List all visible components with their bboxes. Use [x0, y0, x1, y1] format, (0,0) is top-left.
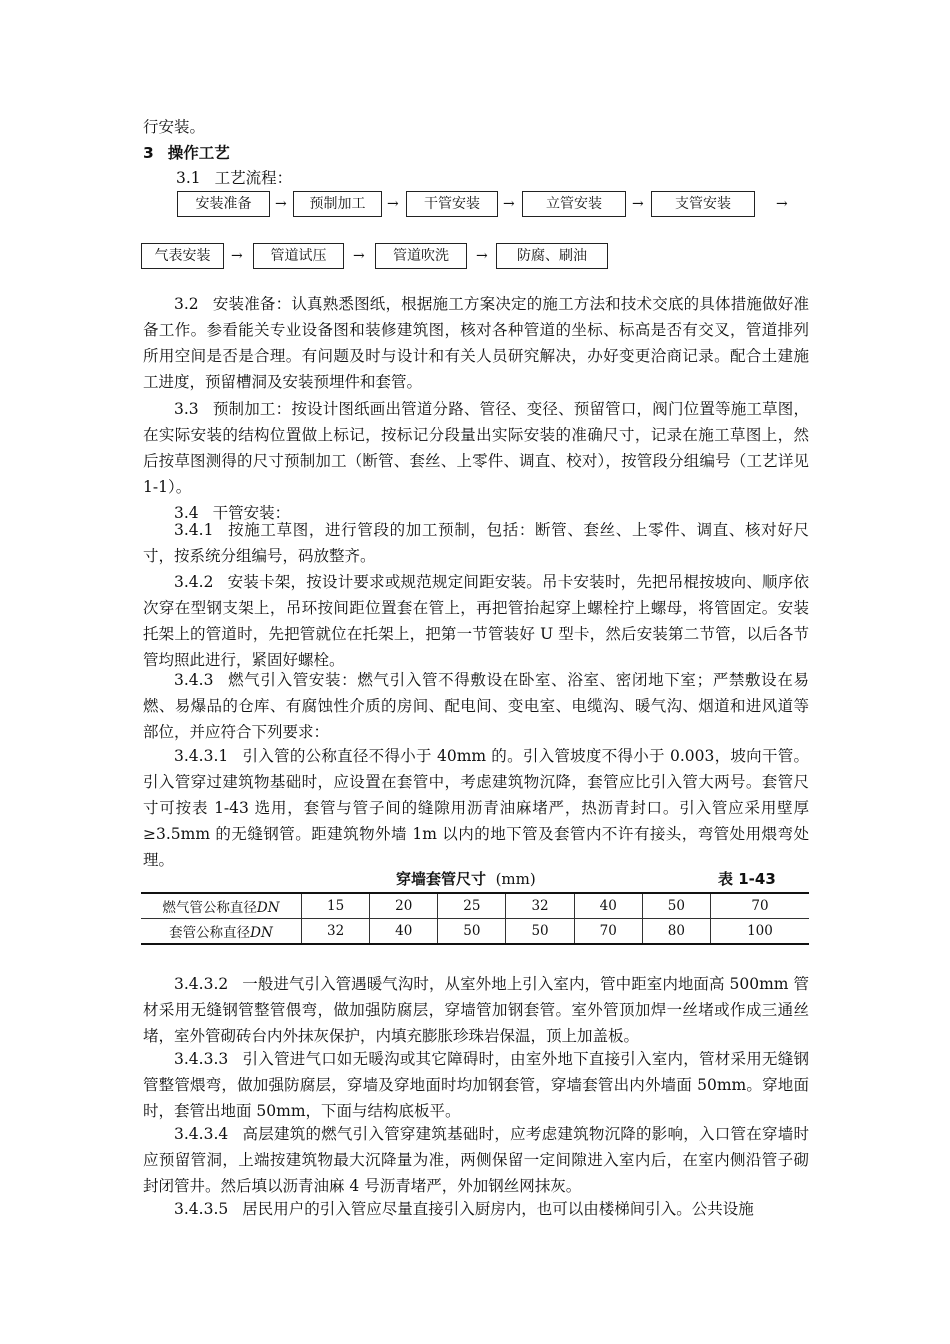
table-cell: 50 — [642, 893, 710, 919]
table-cell: 80 — [642, 919, 710, 945]
flow-arrow: → — [503, 196, 515, 212]
flow-arrow: → — [476, 248, 488, 264]
flow-arrow: → — [387, 196, 399, 212]
flow-step: 防腐、刷油 — [496, 243, 608, 269]
intro-line: 行安装。 — [143, 118, 206, 136]
flow-step: 管道试压 — [253, 243, 344, 269]
paragraph: 3.4.3.3 引入管进气口如无暖沟或其它障碍时，由室外地下直接引入室内，管材采用无缝钢管整管煨弯，做加强防腐层，穿墙及穿地面时均加钢套管，穿墙套管出内外墙面 50mm。穿地面时，套管出地面 50mm，下面与结构底板平。 — [143, 1050, 809, 1121]
flow-step: 气表安装 — [141, 243, 224, 269]
section-number: 3 — [143, 144, 154, 162]
flow-step: 管道吹洗 — [375, 243, 467, 269]
table-title: 穿墙套管尺寸 (mm) — [396, 870, 536, 888]
flow-step: 立管安装 — [522, 191, 626, 217]
paragraph: 3.4.3.1 引入管的公称直径不得小于 40mm 的。引入管坡度不得小于 0.003，坡向干管。引入管穿过建筑物基础时，应设置在套管中，考虑建筑物沉降，套管应比引入管大两号。套管尺寸可按表 1-43 选用，套管与管子间的缝隙用沥青油麻堵严，热沥青封口。引入管应采用壁厚≥3.5mm 的无缝钢管。距建筑物外墙 1m 以内的地下管及套管内不许有接头，弯管处用煨弯处理。 — [143, 747, 809, 870]
table-cell: 70 — [574, 919, 642, 945]
table-cell: 20 — [370, 893, 438, 919]
flow-arrow: → — [353, 248, 365, 264]
table-cell: 50 — [506, 919, 574, 945]
table-cell: 100 — [710, 919, 809, 945]
flow-step: 安装准备 — [177, 191, 270, 217]
table-cell: 70 — [710, 893, 809, 919]
section-title: 操作工艺 — [167, 144, 230, 162]
paragraph: 3.4.3.5 居民用户的引入管应尽量直接引入厨房内，也可以由楼梯间引入。公共设施 — [174, 1200, 754, 1218]
sleeve-size-table — [141, 892, 809, 945]
table-number: 表 1-43 — [718, 870, 776, 888]
flow-arrow: → — [632, 196, 644, 212]
flow-step: 预制加工 — [293, 191, 382, 217]
table-cell: 15 — [302, 893, 370, 919]
flow-arrow: → — [275, 196, 287, 212]
paragraph: 3.4.1 按施工草图，进行管段的加工预制，包括：断管、套丝、上零件、调直、核对好尺寸，按系统分组编号，码放整齐。 — [143, 521, 809, 566]
table-row — [141, 919, 809, 945]
table-cell: 50 — [438, 919, 506, 945]
flow-step: 支管安装 — [651, 191, 755, 217]
row-header: 套管公称直径DN — [141, 919, 302, 945]
paragraph: 3.4.3 燃气引入管安装：燃气引入管不得敷设在卧室、浴室、密闭地下室；严禁敷设在易燃、易爆品的仓库、有腐蚀性介质的房间、配电间、变电室、电缆沟、暖气沟、烟道和进风道等部位，并应符合下列要求： — [143, 671, 809, 742]
flow-heading — [176, 165, 846, 191]
flow-heading-number: 3.1 — [176, 169, 201, 187]
flow-heading-text: 工艺流程： — [214, 169, 293, 187]
paragraph: 3.4.3.2 一般进气引入管遇暖气沟时，从室外地上引入室内，管中距室内地面高 500mm 管材采用无缝钢管整管偎弯，做加强防腐层，穿墙管加钢套管。室外管顶加焊一丝堵或作成三通丝堵，室外管砌砖台内外抹灰保护，内填充膨胀珍珠岩保温，顶上加盖板。 — [143, 975, 809, 1046]
paragraph: 3.3 预制加工：按设计图纸画出管道分路、管径、变径、预留管口，阀门位置等施工草图，在实际安装的结构位置做上标记，按标记分段量出实际安装的准确尺寸，记录在施工草图上，然后按草图测得的尺寸预制加工（断管、套丝、上零件、调直、校对），按管段分组编号（工艺详见 1-1）。 — [143, 400, 809, 497]
table-row — [141, 893, 809, 919]
flow-arrow: → — [231, 248, 243, 264]
table-cell: 32 — [506, 893, 574, 919]
section-heading — [143, 140, 813, 166]
table-cell: 40 — [574, 893, 642, 919]
row-header: 燃气管公称直径DN — [141, 893, 302, 919]
paragraph: 3.4.2 安装卡架，按设计要求或规范规定间距安装。吊卡安装时，先把吊棍按坡向、顺序依次穿在型钢支架上，吊环按间距位置套在管上，再把管抬起穿上螺栓拧上螺母，将管固定。安装托架上的管道时，先把管就位在托架上，把第一节管装好 U 型卡，然后安装第二节管，以后各节管均照此进行，紧固好螺栓。 — [143, 573, 809, 670]
paragraph: 3.4.3.4 高层建筑的燃气引入管穿建筑基础时，应考虑建筑物沉降的影响，入口管在穿墙时应预留管洞，上端按建筑物最大沉降量为准，两侧保留一定间隙进入室内后，在室内侧沿管子砌封闭管井。然后填以沥青油麻 4 号沥青堵严，外加钢丝网抹灰。 — [143, 1125, 809, 1196]
paragraph: 3.2 安装准备：认真熟悉图纸，根据施工方案决定的施工方法和技术交底的具体措施做好准备工作。参看能关专业设备图和装修建筑图，核对各种管道的坐标、标高是否有交叉，管道排列所用空间是否是合理。有问题及时与设计和有关人员研究解决，办好变更洽商记录。配合土建施工进度，预留槽洞及安装预埋件和套管。 — [143, 295, 809, 392]
flow-arrow: → — [776, 196, 788, 212]
table-cell: 40 — [370, 919, 438, 945]
table-cell: 32 — [302, 919, 370, 945]
flow-step: 干管安装 — [406, 191, 498, 217]
table-cell: 25 — [438, 893, 506, 919]
paragraph: 3.4 干管安装： — [174, 504, 291, 522]
